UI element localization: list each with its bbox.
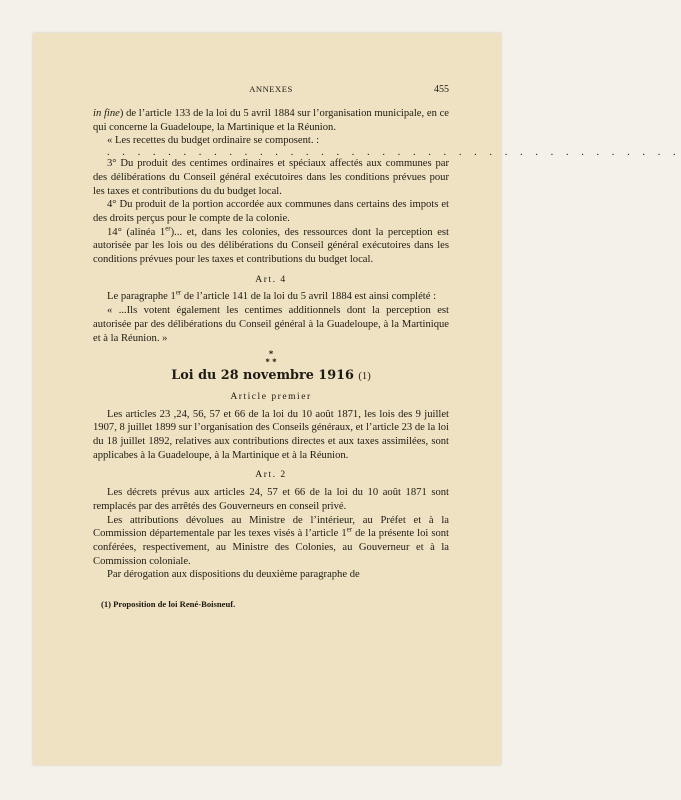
paragraph-text: Le paragraphe 1 xyxy=(107,291,176,303)
asterism xyxy=(93,350,449,366)
ellipsis-dots: . . . . . . . . . . . . . . . . . . . . . . . . . . . . . . . . . . . . . . xyxy=(107,147,681,159)
paragraph-text: 14° (alinéa 1 xyxy=(107,226,166,238)
page-content xyxy=(93,83,681,612)
footnote-marker: (1) xyxy=(358,371,371,383)
paragraph-decrets: Les décrets prévus aux articles 24, 57 et 66 de la loi du 10 août 1871 sont remplacés par des arrêtés des Gouverneurs en conseil privé. xyxy=(93,487,449,512)
paragraph-in-fine xyxy=(93,107,449,134)
page-number: 455 xyxy=(434,84,449,95)
paragraph-article-1: Les articles 23 ,24, 56, 57 et 66 de la loi du 10 août 1871, les lois des 9 juillet 1907, 8 juillet 1899 sur l’organisation des Conseils généraux, et l’article 23 de la loi du 18 juillet 1892, relatives aux contributions directes et aux taxes assimilées, sont applicabes à la Guadeloupe, à la Martinique et à la Réunion. xyxy=(93,408,449,461)
article-4-heading: Art. 4 xyxy=(255,273,287,285)
paragraph-14 xyxy=(93,226,449,267)
paragraph-text: Les attributions dévolues au Ministre de l’intérieur, au Préfet et à la Commission départementale par les texes visés à l’article 1 xyxy=(93,514,449,540)
running-header xyxy=(93,83,449,97)
paragraph-text: de la présente loi sont conférées, respectivement, au Ministre des Colonies, au Gouverneur et à la Commission coloniale. xyxy=(93,528,449,567)
paragraph-text: )... et, dans les colonies, des ressources dont la perception est autorisée par les lois ou des délibérations du Conseil général exécutoires dans les conditions prévues pour les taxes et contributions du budget local. xyxy=(93,226,449,266)
italic-in-fine: in fine xyxy=(93,108,120,119)
paragraph-derogation: Par dérogation aux dispositions du deuxième paragraphe de xyxy=(107,569,360,581)
paragraph-3: 3° Du produit des centimes ordinaires et spéciaux affectés aux communes par des délibérations du Conseil général exécutoires dans les conditions prévues pour les taxes et contributions du du budget local. xyxy=(93,158,449,197)
article-2-heading: Art. 2 xyxy=(255,469,287,481)
paragraph-recettes: « Les recettes du budget ordinaire se composent. : xyxy=(107,135,320,147)
paragraph-article-141 xyxy=(93,290,449,304)
paragraph-attributions xyxy=(93,514,449,569)
asterism-bottom: * * xyxy=(265,357,277,368)
paragraph-text: de l’article 141 de la loi du 5 avril 1884 est ainsi complété : xyxy=(181,291,437,303)
header-title: ANNEXES xyxy=(249,84,293,94)
superscript: er xyxy=(346,525,353,534)
law-title xyxy=(93,369,449,384)
paragraph-text: ) de l’article 133 de la loi du 5 avril 1884 sur l’organisation municipale, en ce qui concerne la Guadeloupe, la Martinique et la Réunion. xyxy=(93,108,449,133)
asterism-top: * xyxy=(268,349,274,360)
article-premier-heading: Article premier xyxy=(230,390,312,402)
superscript: er xyxy=(175,288,182,297)
paragraph-quote: « ...Ils votent également les centimes additionnels dont la perception est autorisée par des délibérations du Conseil général à la Guadeloupe, à la Martinique et à la Réunion. » xyxy=(93,305,449,344)
document-page xyxy=(33,33,681,765)
footnote: (1) Proposition de loi René-Boisneuf. xyxy=(101,599,236,610)
superscript: er xyxy=(165,224,171,233)
paragraph-4: 4° Du produit de la portion accordée aux communes dans certains des impots et des droits perçus pour le compte de la colonie. xyxy=(93,199,449,224)
law-title-text: Loi du 28 novembre 1916 xyxy=(171,368,354,384)
